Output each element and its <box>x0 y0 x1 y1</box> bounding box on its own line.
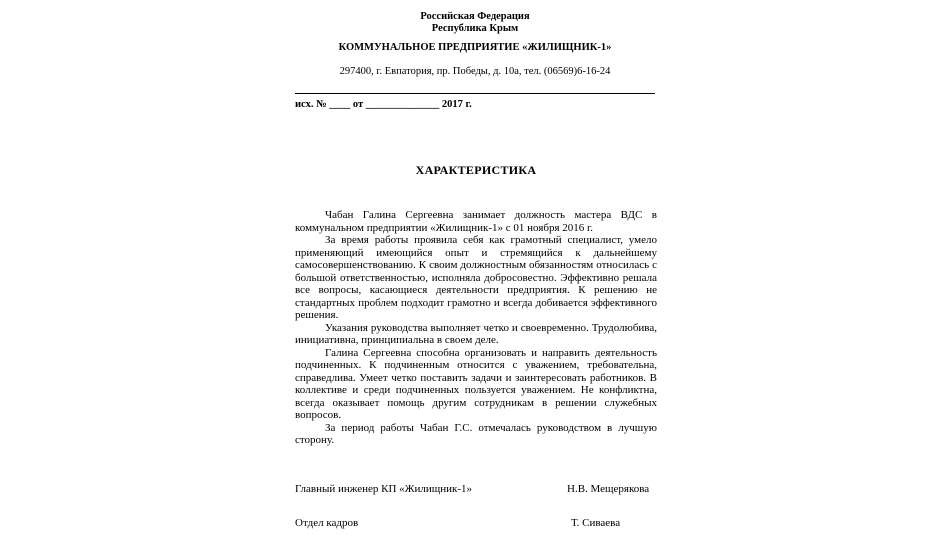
organization-address: 297400, г. Евпатория, пр. Победы, д. 10а, тел. (06569)6-16-24 <box>339 66 611 77</box>
region-line: Республика Крым <box>431 23 519 34</box>
paragraph: Чабан Галина Сергеевна занимает должность мастера ВДС в коммунальном предприятии «Жилищник-1» с 01 ноября 2016 г. <box>295 209 657 234</box>
header-divider <box>295 93 655 94</box>
paragraph: За период работы Чабан Г.С. отмечалась руководством в лучшую сторону. <box>295 421 657 446</box>
paragraph: За время работы проявила себя как грамотный специалист, умело применяющий имеющийся опыт и стремящийся к дальнейшему самосовершенствованию. К своим должностным обязанностям относилась с большой ответственностью, исполняла добросовестно. Эффективно решала все вопросы, касающиеся деятельности предприятия. К решению не стандартных проблем подходит грамотно и всегда добивается эффективного решения. <box>295 234 657 321</box>
document-title: ХАРАКТЕРИСТИКА <box>415 163 537 177</box>
signature-name: Н.В. Мещерякова <box>567 483 650 495</box>
signature-name: Т. Сиваева <box>571 517 621 529</box>
signature-position: Отдел кадров <box>295 517 359 529</box>
organization-name: КОММУНАЛЬНОЕ ПРЕДПРИЯТИЕ «ЖИЛИЩНИК-1» <box>338 42 612 53</box>
document-body <box>295 209 657 447</box>
signature-position: Главный инженер КП «Жилищник-1» <box>295 483 473 495</box>
paragraph: Указания руководства выполняет четко и своевременно. Трудолюбива, инициативна, принципиальна в своем деле. <box>295 321 657 346</box>
outgoing-number: исх. № ____ от ______________ 2017 г. <box>295 99 472 110</box>
country-line: Российская Федерация <box>420 11 530 22</box>
paragraph: Галина Сергеевна способна организовать и направить деятельность подчиненных. К подчиненным относится с уважением, требовательна, справедлива. Умеет четко поставить задачи и заинтересовать работников. В коллективе и среди подчиненных пользуется уважением. Не конфликтна, всегда оказывает помощь другим сотрудникам в решении служебных вопросов. <box>295 346 657 421</box>
